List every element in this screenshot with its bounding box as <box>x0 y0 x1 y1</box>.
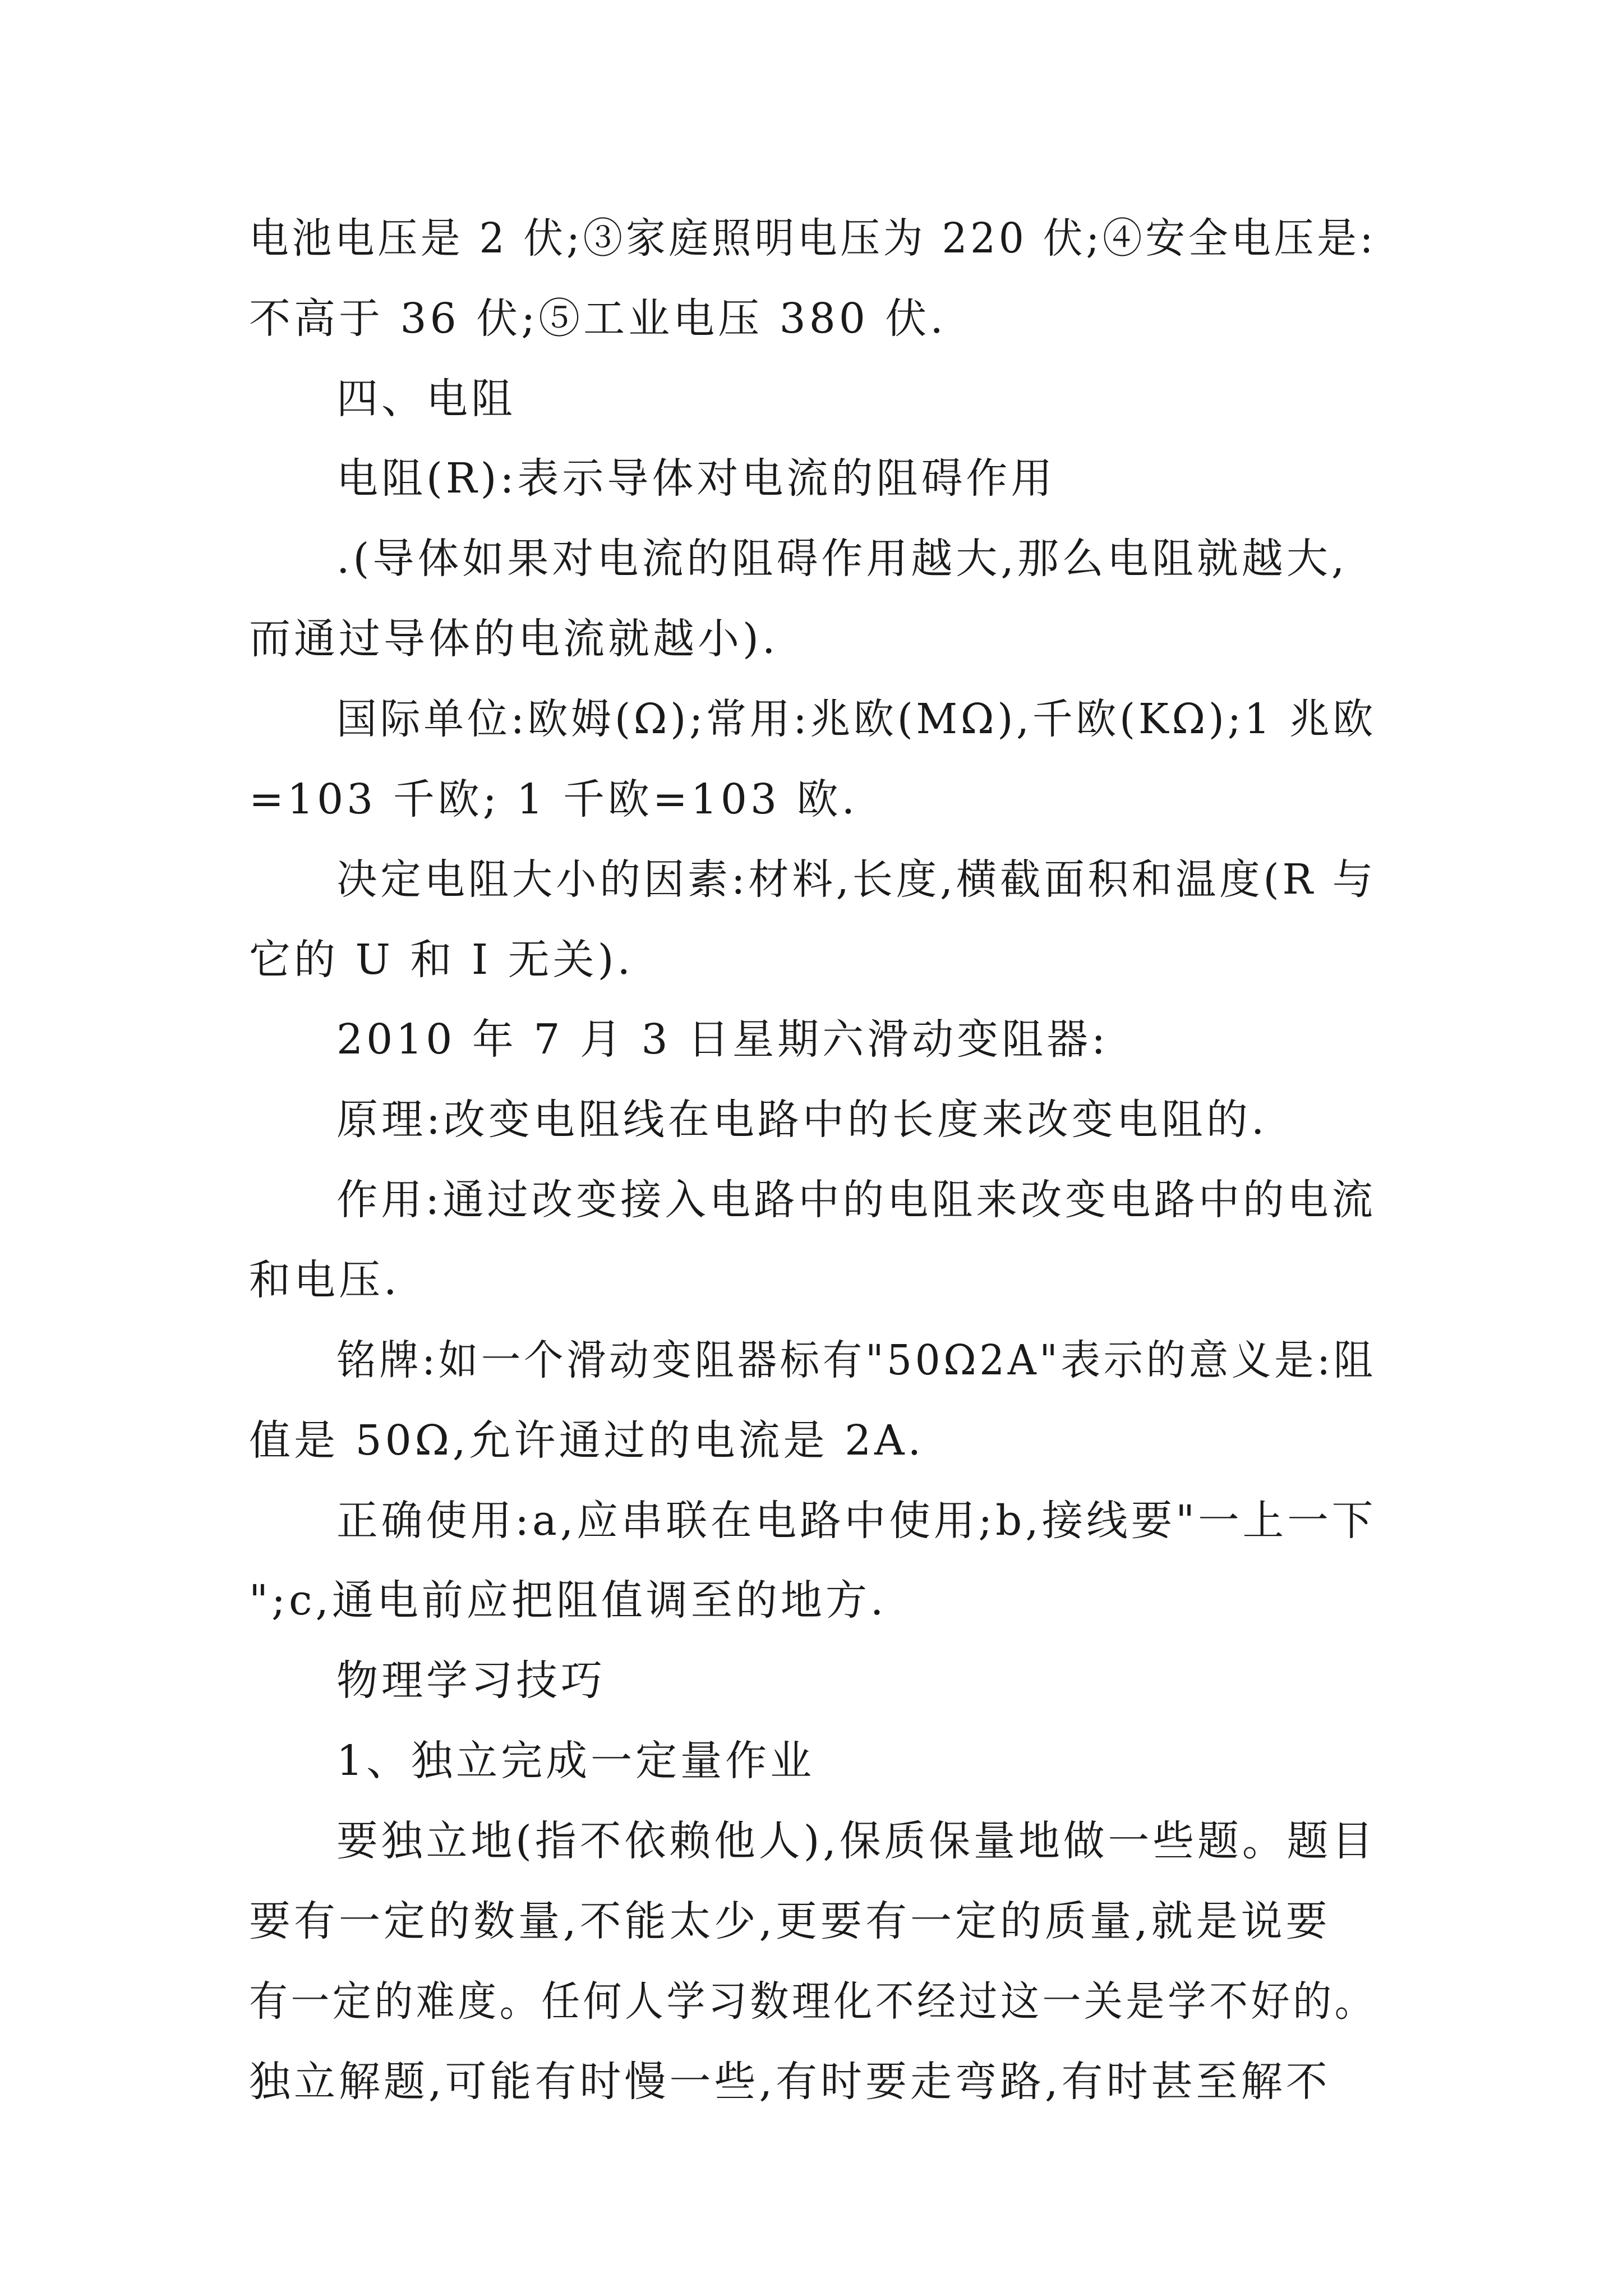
text-line: 电阻(R):表示导体对电流的阻碍作用 <box>336 454 1056 503</box>
text-line: 作用:通过改变接入电路中的电阻来改变电路中的电流 <box>336 1176 1376 1224</box>
text-line: 要有一定的数量,不能太少,更要有一定的质量,就是说要 <box>249 1897 1331 1945</box>
text-line: 国际单位:欧姆(Ω);常用:兆欧(MΩ),千欧(KΩ);1 兆欧 <box>336 695 1377 743</box>
text-line: 不高于 36 伏;⑤工业电压 380 伏. <box>249 295 947 343</box>
text-line: 要独立地(指不依赖他人),保质保量地做一些题。题目 <box>336 1817 1377 1865</box>
text-line: ";c,通电前应把阻值调至的地方. <box>249 1576 887 1625</box>
text-line: 决定电阻大小的因素:材料,长度,横截面积和温度(R 与 <box>336 855 1377 904</box>
text-line: 独立解题,可能有时慢一些,有时要走弯路,有时甚至解不 <box>249 2058 1331 2106</box>
text-line: .(导体如果对电流的阻碍作用越大,那么电阻就越大, <box>336 535 1348 583</box>
text-line: 原理:改变电阻线在电路中的长度来改变电阻的. <box>336 1096 1268 1144</box>
text-line: 2010 年 7 月 3 日星期六滑动变阻器: <box>336 1015 1109 1064</box>
text-line: 有一定的难度。任何人学习数理化不经过这一关是学不好的。 <box>249 1977 1377 2026</box>
text-line: 铭牌:如一个滑动变阻器标有"50Ω2A"表示的意义是:阻 <box>336 1336 1376 1384</box>
text-line: 值是 50Ω,允许通过的电流是 2A. <box>249 1416 925 1465</box>
section-heading: 1、独立完成一定量作业 <box>336 1737 815 1785</box>
text-line: =103 千欧; 1 千欧=103 欧. <box>249 775 859 823</box>
text-line: 而通过导体的电流就越小). <box>249 615 779 663</box>
text-line: 电池电压是 2 伏;③家庭照明电压为 220 伏;④安全电压是: <box>249 214 1377 263</box>
section-heading: 物理学习技巧 <box>336 1657 606 1705</box>
text-line: 正确使用:a,应串联在电路中使用;b,接线要"一上一下 <box>336 1497 1377 1545</box>
section-heading: 四、电阻 <box>336 375 516 423</box>
text-line: 它的 U 和 I 无关). <box>249 936 634 984</box>
text-line: 和电压. <box>249 1256 400 1304</box>
